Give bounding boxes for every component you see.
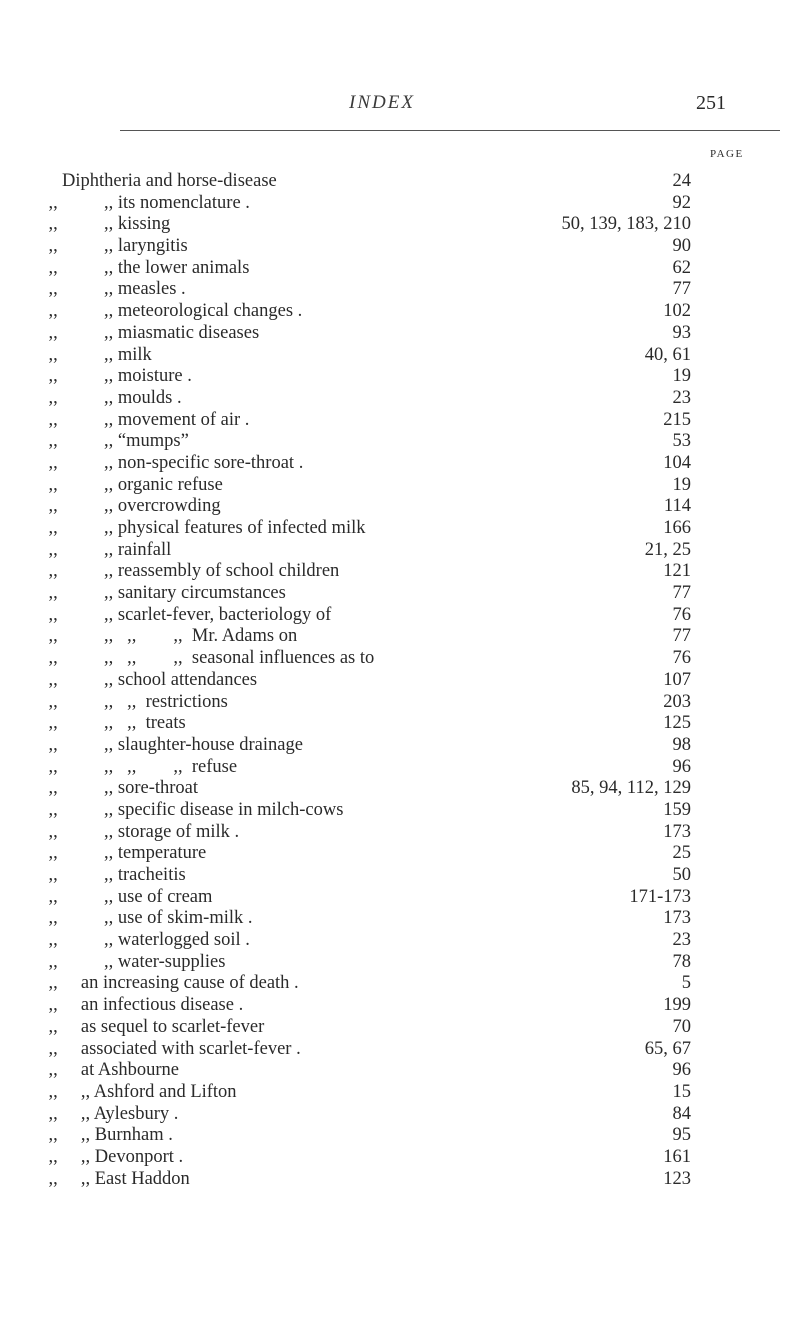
entry-pages: 102 <box>663 301 691 322</box>
index-entry <box>0 1039 800 1061</box>
index-entry <box>0 843 800 865</box>
entry-pages: 65, 67 <box>644 1038 691 1059</box>
index-entry <box>0 193 800 215</box>
entry-text: ,, ,, kissing <box>30 214 171 235</box>
entry-pages: 70 <box>672 1016 691 1037</box>
entry-pages: 21, 25 <box>644 539 691 560</box>
index-entry <box>0 605 800 627</box>
entry-pages: 96 <box>672 756 691 777</box>
entry-text: ,, ,, ,, treats <box>30 713 186 734</box>
entry-pages: 171-173 <box>629 886 691 907</box>
entry-text: ,, ,, sanitary circumstances <box>30 583 286 604</box>
index-entry <box>0 540 800 562</box>
entry-pages: 76 <box>672 648 691 669</box>
entry-pages: 19 <box>672 366 691 387</box>
entry-text: ,, ,, moulds . <box>30 387 182 408</box>
entry-text: ,, ,, moisture . <box>30 366 192 387</box>
index-entry <box>0 279 800 301</box>
index-entry <box>0 1017 800 1039</box>
index-entry <box>0 214 800 236</box>
page-column-label: PAGE <box>710 148 744 160</box>
entry-pages: 93 <box>672 322 691 343</box>
entry-text: ,, ,, Devonport . <box>30 1146 184 1167</box>
entry-text: ,, ,, non-specific sore-throat . <box>30 452 304 473</box>
entry-pages: 23 <box>672 387 691 408</box>
index-entry <box>0 496 800 518</box>
running-header <box>0 92 800 122</box>
index-entry <box>0 475 800 497</box>
entry-pages: 78 <box>672 951 691 972</box>
index-entry <box>0 561 800 583</box>
header-rule <box>120 130 780 131</box>
index-entry <box>0 388 800 410</box>
entry-pages: 104 <box>663 452 691 473</box>
entry-pages: 84 <box>672 1103 691 1124</box>
entry-text: ,, ,, ,, ,, refuse <box>30 756 238 777</box>
entry-text: ,, ,, miasmatic diseases <box>30 322 260 343</box>
running-title: INDEX <box>349 92 415 113</box>
index-entry <box>0 952 800 974</box>
index-entry <box>0 973 800 995</box>
entry-pages: 25 <box>672 843 691 864</box>
entry-text: ,, ,, its nomenclature . <box>30 192 250 213</box>
entry-pages: 125 <box>663 713 691 734</box>
entry-text: ,, ,, Burnham . <box>30 1125 173 1146</box>
entry-text: ,, ,, ,, restrictions <box>30 691 228 712</box>
entry-text: ,, ,, scarlet-fever, bacteriology of <box>30 604 332 625</box>
entry-text: Diphtheria and horse-disease <box>62 171 277 191</box>
entry-text: ,, ,, Ashford and Lifton <box>30 1081 237 1102</box>
entry-text: ,, ,, use of skim-milk . <box>30 908 253 929</box>
entry-text: ,, ,, use of cream <box>30 886 213 907</box>
entry-pages: 159 <box>663 799 691 820</box>
entry-pages: 98 <box>672 734 691 755</box>
entry-pages: 114 <box>663 496 691 517</box>
index-entry <box>0 887 800 909</box>
index-entry <box>0 518 800 540</box>
entry-pages: 77 <box>672 626 691 647</box>
index-entry <box>0 236 800 258</box>
entry-text: ,, as sequel to scarlet-fever <box>30 1016 265 1037</box>
entry-text: ,, ,, water-supplies <box>30 951 226 972</box>
entry-text: ,, ,, waterlogged soil . <box>30 930 250 951</box>
entry-pages: 215 <box>663 409 691 430</box>
entry-pages: 24 <box>672 171 691 191</box>
entry-text: ,, ,, movement of air . <box>30 409 250 430</box>
entry-text: ,, ,, physical features of infected milk <box>30 518 366 538</box>
entry-pages: 92 <box>672 192 691 213</box>
entry-pages: 77 <box>672 583 691 604</box>
entry-pages: 85, 94, 112, 129 <box>571 778 691 799</box>
index-entry <box>0 735 800 757</box>
entry-text: ,, ,, milk <box>30 344 152 365</box>
entry-pages: 96 <box>672 1060 691 1081</box>
entry-text: ,, ,, laryngitis <box>30 236 188 257</box>
index-entry <box>0 1169 800 1191</box>
entry-pages: 173 <box>663 821 691 842</box>
index-entry <box>0 822 800 844</box>
index-entry <box>0 865 800 887</box>
index-entry <box>0 670 800 692</box>
entry-text: ,, ,, reassembly of school children <box>30 561 340 582</box>
entry-pages: 15 <box>672 1081 691 1102</box>
entry-pages: 5 <box>681 973 691 994</box>
index-entry <box>0 366 800 388</box>
entry-text: ,, ,, ,, ,, seasonal influences as to <box>30 648 375 669</box>
index-entry <box>0 778 800 800</box>
index-entry <box>0 301 800 323</box>
entry-text: ,, ,, school attendances <box>30 669 258 690</box>
entry-pages: 77 <box>672 279 691 300</box>
index-entry <box>0 410 800 432</box>
index-entry <box>0 258 800 280</box>
entry-text: ,, ,, sore-throat <box>30 778 199 799</box>
index-entry <box>0 908 800 930</box>
entry-text: ,, ,, tracheitis <box>30 865 186 885</box>
index-entry <box>0 648 800 670</box>
index-entry <box>0 431 800 453</box>
entry-text: ,, an increasing cause of death . <box>30 973 299 994</box>
index-entry <box>0 626 800 648</box>
entry-pages: 40, 61 <box>644 344 691 365</box>
entry-pages: 203 <box>663 691 691 712</box>
entry-text: ,, at Ashbourne <box>30 1060 180 1081</box>
index-entry <box>0 1104 800 1126</box>
index-entry <box>0 171 800 193</box>
index-entry <box>0 930 800 952</box>
entry-pages: 123 <box>663 1168 691 1189</box>
entry-text: ,, associated with scarlet-fever . <box>30 1038 301 1059</box>
index-entry <box>0 757 800 779</box>
entry-text: ,, ,, slaughter-house drainage <box>30 734 303 755</box>
entry-text: ,, ,, temperature <box>30 843 207 864</box>
entry-pages: 161 <box>663 1146 691 1167</box>
page-number: 251 <box>696 92 726 114</box>
index-entry <box>0 1060 800 1082</box>
index-entry <box>0 995 800 1017</box>
entry-text: ,, ,, meteorological changes . <box>30 301 303 322</box>
entry-text: ,, ,, East Haddon <box>30 1168 190 1189</box>
entry-pages: 95 <box>672 1125 691 1146</box>
entry-text: ,, ,, rainfall <box>30 539 172 560</box>
entry-pages: 90 <box>672 236 691 257</box>
entry-pages: 199 <box>663 995 691 1016</box>
entry-text: ,, ,, organic refuse <box>30 474 223 495</box>
entry-text: ,, ,, Aylesbury . <box>30 1103 179 1124</box>
entry-pages: 166 <box>663 518 691 538</box>
entry-pages: 19 <box>672 474 691 495</box>
entry-pages: 107 <box>663 669 691 690</box>
index-entry <box>0 345 800 367</box>
index-entries <box>0 171 800 1190</box>
entry-pages: 62 <box>672 257 691 278</box>
index-entry <box>0 323 800 345</box>
index-entry <box>0 1147 800 1169</box>
index-entry <box>0 583 800 605</box>
entry-pages: 76 <box>672 604 691 625</box>
entry-text: ,, ,, “mumps” <box>30 431 189 452</box>
entry-text: ,, an infectious disease . <box>30 995 244 1016</box>
entry-text: ,, ,, overcrowding <box>30 496 221 517</box>
entry-text: ,, ,, storage of milk . <box>30 821 240 842</box>
index-entry <box>0 1082 800 1104</box>
entry-text: ,, ,, the lower animals <box>30 257 250 278</box>
entry-pages: 121 <box>663 561 691 582</box>
index-entry <box>0 453 800 475</box>
entry-text: ,, ,, measles . <box>30 279 186 300</box>
entry-pages: 23 <box>672 930 691 951</box>
index-entry <box>0 800 800 822</box>
entry-pages: 173 <box>663 908 691 929</box>
entry-pages: 50 <box>672 865 691 885</box>
entry-pages: 53 <box>672 431 691 452</box>
entry-text: ,, ,, ,, ,, Mr. Adams on <box>30 626 298 647</box>
index-entry <box>0 713 800 735</box>
entry-text: ,, ,, specific disease in milch-cows <box>30 799 344 820</box>
entry-pages: 50, 139, 183, 210 <box>561 214 691 235</box>
index-entry <box>0 692 800 714</box>
index-entry <box>0 1125 800 1147</box>
